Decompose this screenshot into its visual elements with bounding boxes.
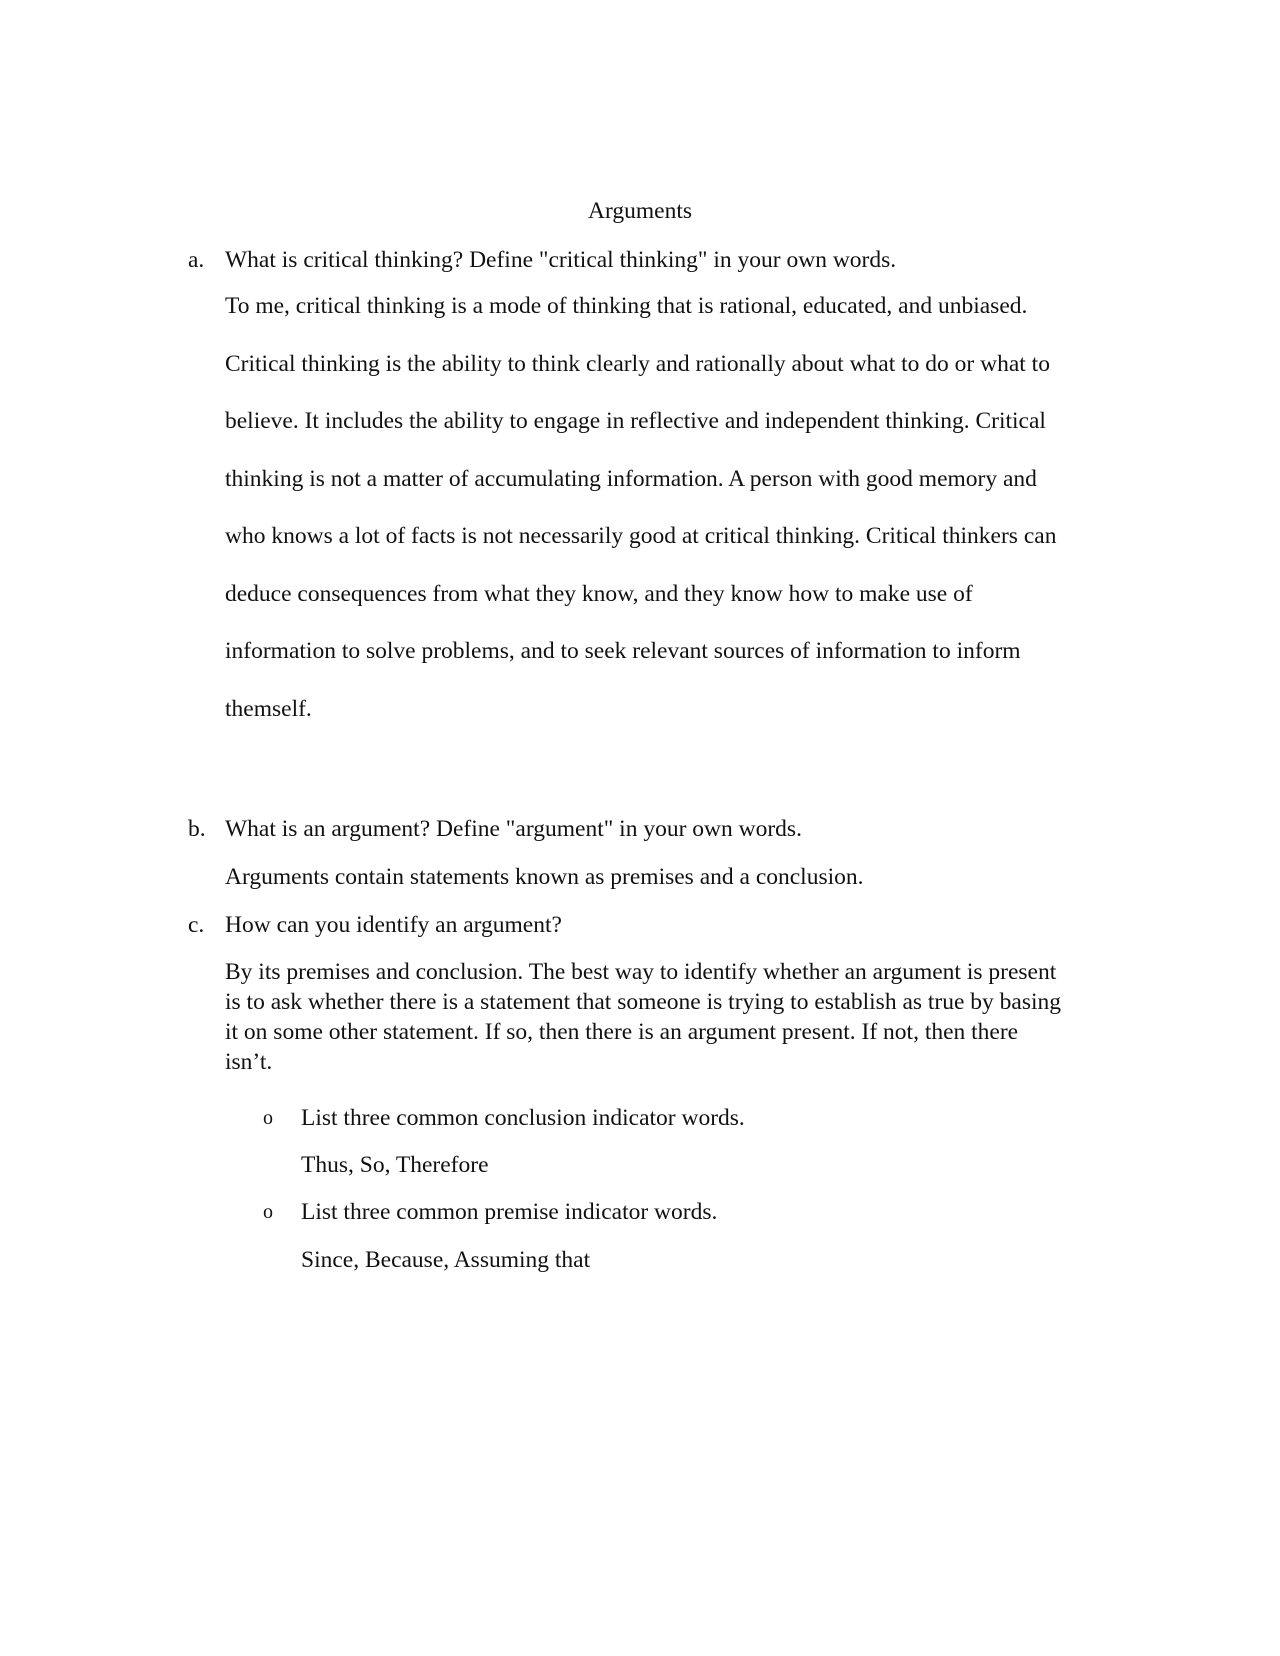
answer-a	[225, 278, 1125, 738]
answer-a-line: believe. It includes the ability to engage in reflective and independent thinking. Critical	[225, 408, 1046, 434]
answer-c-line: By its premises and conclusion. The best way to identify whether an argument is present	[225, 959, 1057, 985]
answer-a-line: To me, critical thinking is a mode of thinking that is rational, educated, and unbiased.	[225, 293, 1028, 319]
answer-c	[225, 957, 1125, 1077]
answer-a-line: Critical thinking is the ability to think clearly and rationally about what to do or what to	[225, 350, 1050, 377]
question-b: What is an argument? Define "argument" in your own words.	[225, 816, 802, 842]
answer-c-line: is to ask whether there is a statement that someone is trying to establish as true by basing	[225, 989, 1062, 1015]
subitem-conclusion-prompt: List three common conclusion indicator words.	[301, 1105, 745, 1131]
sub-bullet-icon: o	[263, 1107, 273, 1129]
answer-a-line: information to solve problems, and to seek relevant sources of information to inform	[225, 638, 1021, 664]
answer-a-line: deduce consequences from what they know, and they know how to make use of	[225, 580, 973, 607]
answer-a-line: thinking is not a matter of accumulating information. A person with good memory and	[225, 465, 1037, 492]
answer-c-line: isn’t.	[225, 1049, 273, 1075]
question-c: How can you identify an argument?	[225, 912, 562, 938]
subitem-premise-prompt: List three common premise indicator words.	[301, 1199, 718, 1225]
subitem-premise-answer: Since, Because, Assuming that	[301, 1247, 591, 1273]
answer-a-line: who knows a lot of facts is not necessarily good at critical thinking. Critical thinkers can	[225, 523, 1057, 549]
sub-bullet-icon: o	[263, 1201, 273, 1223]
list-marker-c: c.	[188, 912, 205, 938]
answer-a-line: themself.	[225, 695, 312, 722]
list-marker-b: b.	[188, 816, 206, 842]
question-a: What is critical thinking? Define "critical thinking" in your own words.	[225, 247, 897, 273]
answer-c-line: it on some other statement. If so, then there is an argument present. If not, then there	[225, 1019, 1019, 1045]
answer-b: Arguments contain statements known as premises and a conclusion.	[225, 864, 864, 890]
subitem-conclusion-answer: Thus, So, Therefore	[301, 1152, 489, 1178]
list-marker-a: a.	[188, 247, 205, 273]
page-title: Arguments	[587, 198, 692, 224]
